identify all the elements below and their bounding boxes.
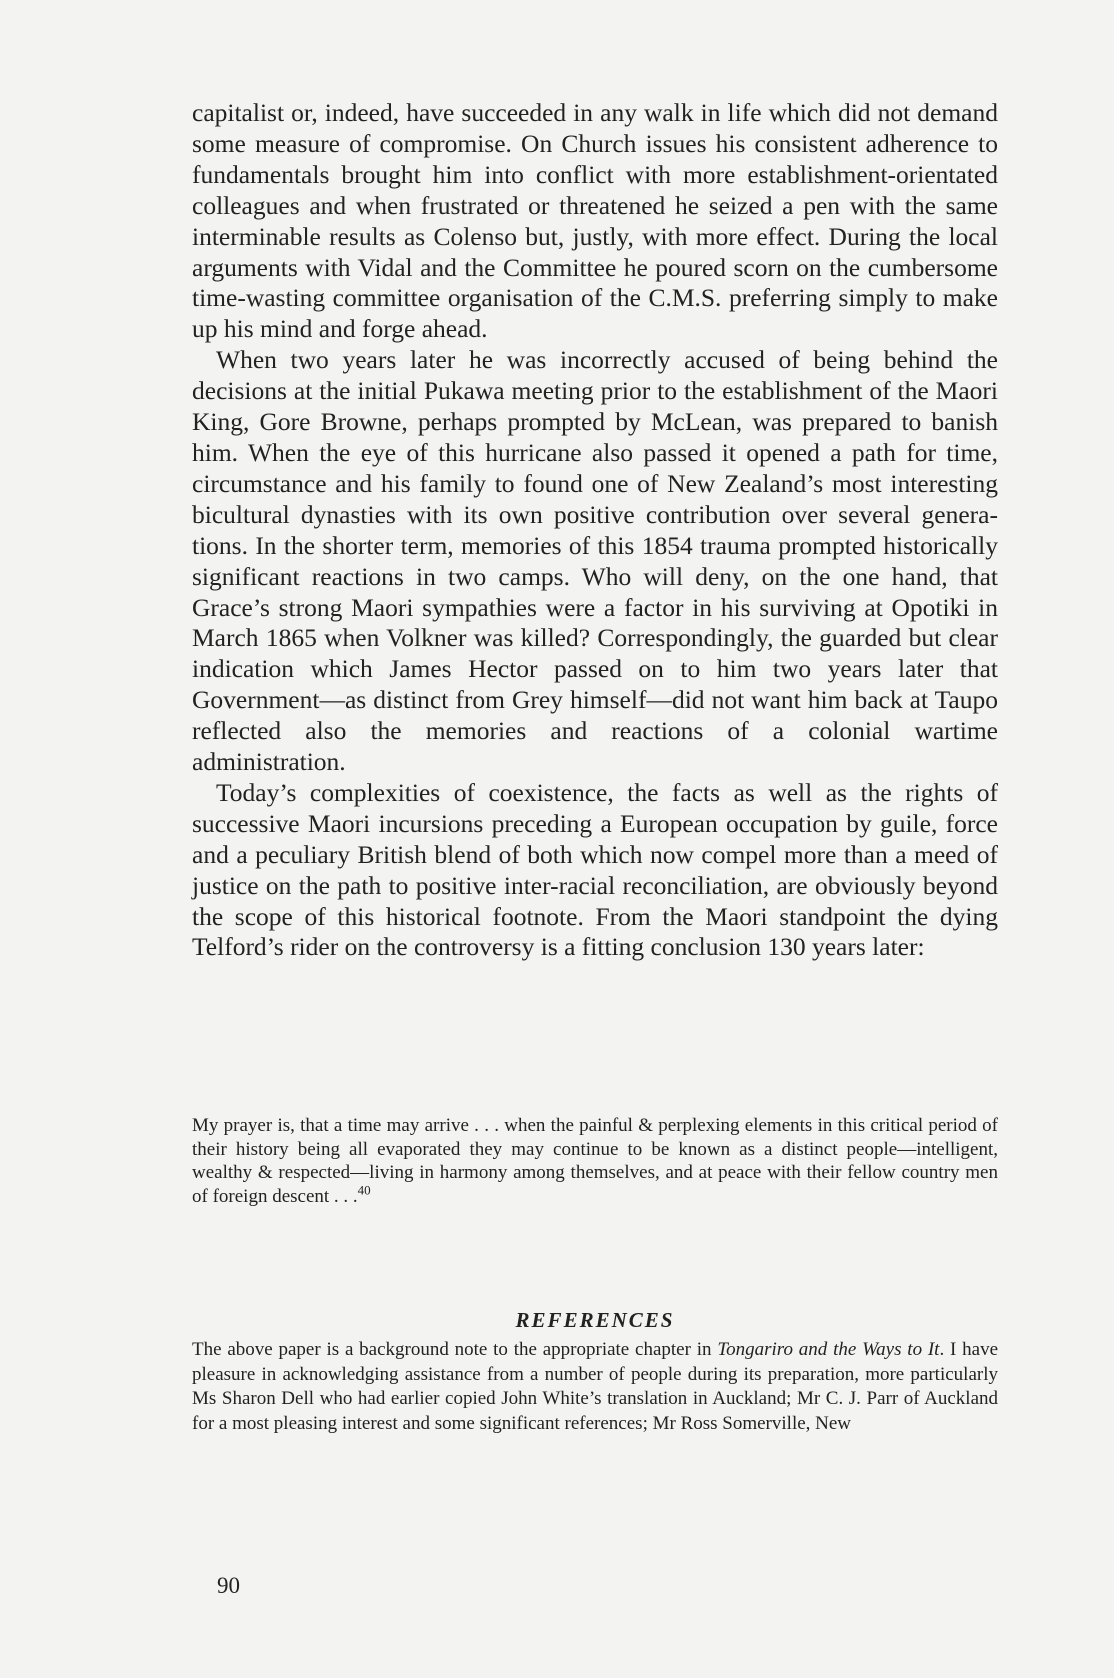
footnote-mark: 40 — [357, 1182, 371, 1198]
references-text-before: The above paper is a background note to the appropriate chapter in — [192, 1339, 718, 1360]
quote-text: My prayer is, that a time may arrive . . . when the painful & perplexing elements in this critical period of their history being all evaporated they may continue to be known as a distinct people—intelligent, wealthy & respected—living in harmony among themselves, and at peace with their fellow country men of foreign descent . . . — [192, 1115, 998, 1207]
references-heading: REFERENCES — [515, 1308, 675, 1332]
references-text — [192, 1338, 998, 1436]
paragraph-2: When two years later he was incorrectly accused of being behind the decisions at the initial Pukawa meeting prior to the establishment of the Maori King, Gore Browne, perhaps prompted by McLean, was prepared to banish him. When the eye of this hurricane also passed it opened a path for time, circumstance and his family to found one of New Zealand’s most interesting bicultural dynasties with its own positive contribution over several generations. In the shorter term, memories of this 1854 trauma prompted historically significant reactions in two camps. Who will deny, on the one hand, that Grace’s strong Maori sympathies were a factor in his surviving at Opotiki in March 1865 when Volkner was killed? Correspondingly, the guarded but clear indication which James Hector passed on to him two years later that Government—as distinct from Grey himself—did not want him back at Taupo reflected also the memories and reactions of a colonial wartime administration. — [192, 345, 998, 777]
references-text-after: . I have pleasure in acknowledging assistance from a number of people during its preparation, more particularly Ms Sharon Dell who had earlier copied John White’s translation in Auckland; Mr C. J. Parr of Auckland for a most pleasing interest and some significant references; Mr Ross Somerville, New — [192, 1339, 998, 1434]
paragraph-3: Today’s complexities of coexistence, the facts as well as the rights of successive Maori incursions preceding a European occupation by guile, force and a peculiary British blend of both which now compel more than a meed of justice on the path to positive inter-racial reconciliation, are obviously beyond the scope of this historical footnote. From the Maori standpoint the dying Telford’s rider on the controversy is a fitting conclusion 130 years later: — [192, 777, 998, 962]
main-text — [192, 98, 998, 963]
paragraph-1: capitalist or, indeed, have succeeded in any walk in life which did not demand some measure of compromise. On Church issues his consistent adherence to fundamentals brought him into conflict with more establishment-orientated colleagues and when frustrated or threatened he seized a pen with the same interminable results as Colenso but, justly, with more effect. During the local arguments with Vidal and the Committee he poured scorn on the cumbersome time-wasting committee organisation of the C.M.S. preferring simply to make up his mind and forge ahead. — [192, 98, 998, 344]
page-number: 90 — [217, 1573, 240, 1598]
book-title: Tongariro and the Ways to It — [717, 1339, 940, 1360]
block-quote — [192, 1114, 998, 1208]
